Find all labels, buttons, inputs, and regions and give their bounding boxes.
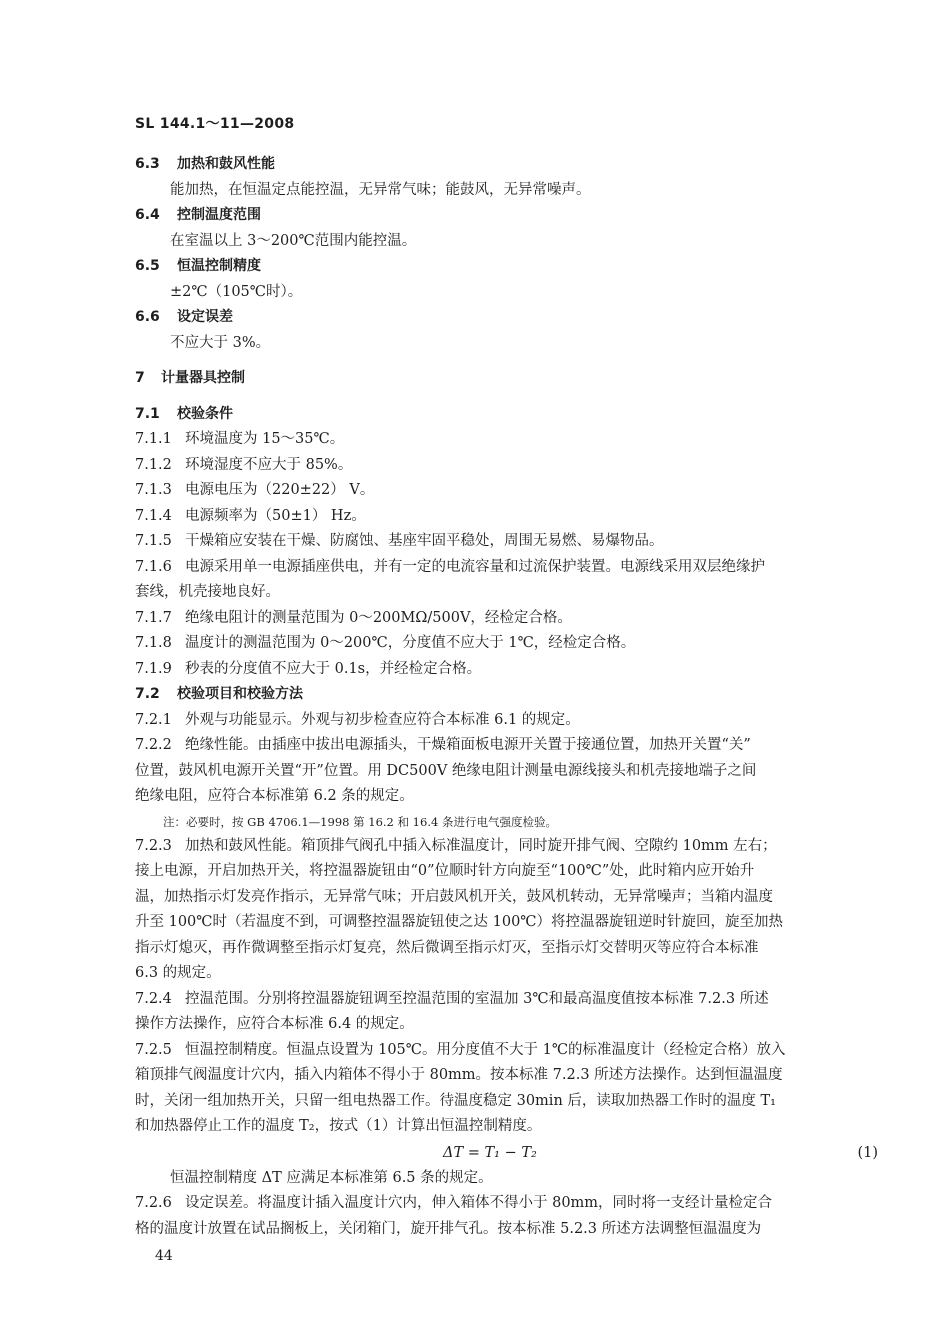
section-number: 6.5 — [135, 258, 160, 274]
clause-number: 7.2.5 — [135, 1041, 172, 1058]
section-title: 校验项目和校验方法 — [177, 686, 303, 702]
clause-7-1-4 — [135, 504, 878, 530]
section-number: 6.4 — [135, 207, 160, 223]
section-6-6-text: 不应大于 3%。 — [170, 334, 271, 351]
clause-7-2-1 — [135, 708, 878, 734]
clause-7-1-3 — [135, 478, 878, 504]
formula-1 — [135, 1140, 878, 1166]
section-7-heading — [135, 366, 878, 392]
clause-number: 7.1.8 — [135, 635, 172, 651]
section-number: 6.3 — [135, 156, 160, 172]
clause-number: 7.2.2 — [135, 737, 172, 753]
clause-7-1-6 — [135, 555, 878, 581]
clause-number: 7.2.1 — [135, 711, 172, 728]
clause-text-line: 和加热器停止工作的温度 T₂，按式（1）计算出恒温控制精度。 — [135, 1118, 542, 1134]
clause-text: 电源频率为（50±1） Hz。 — [185, 507, 366, 524]
clause-text: 环境温度为 15～35℃。 — [185, 431, 345, 447]
section-6-3-text: 能加热，在恒温定点能控温，无异常气味；能鼓风，无异常噪声。 — [170, 181, 591, 198]
clause-text: 电源电压为（220±22） V。 — [185, 482, 375, 498]
page-number: 44 — [155, 1248, 173, 1264]
section-7-1-heading — [135, 402, 878, 428]
section-6-6-heading — [135, 305, 878, 331]
section-title: 校验条件 — [177, 405, 233, 422]
section-title: 设定误差 — [177, 309, 233, 325]
clause-7-1-5 — [135, 529, 878, 555]
standard-header: SL 144.1～11—2008 — [135, 116, 295, 132]
clause-note: 注：必要时，按 GB 4706.1—1998 第 16.2 和 16.4 条进行电气强度检验。 — [163, 814, 557, 829]
clause-text-line: 温，加热指示灯发亮作指示，无异常气味；开启鼓风机开关，鼓风机转动，无异常噪声；当箱内温度 — [135, 888, 773, 905]
clause-7-2-3 — [135, 834, 878, 860]
document-body — [135, 152, 878, 1242]
clause-text: 设定误差。将温度计插入温度计穴内，伸入箱体不得小于 80mm，同时将一支经计量检定合 — [185, 1195, 773, 1211]
clause-text-line: 恒温控制精度 ΔT 应满足本标准第 6.5 条的规定。 — [170, 1169, 493, 1186]
section-7-2-heading — [135, 682, 878, 708]
clause-text-line: 箱顶排气阀温度计穴内，插入内箱体不得小于 80mm。按本标准 7.2.3 所述方法操作。达到恒温温度 — [135, 1067, 783, 1083]
clause-text: 温度计的测温范围为 0～200℃，分度值不应大于 1℃，经检定合格。 — [185, 635, 636, 651]
clause-number: 7.2.4 — [135, 990, 172, 1007]
section-6-3-heading — [135, 152, 878, 178]
section-6-5-heading — [135, 254, 878, 280]
section-6-5-text: ±2℃（105℃时）。 — [170, 283, 303, 300]
clause-number: 7.1.2 — [135, 456, 172, 473]
clause-text-line: 时，关闭一组加热开关，只留一组电热器工作。待温度稳定 30min 后，读取加热器工作时的温度 T₁ — [135, 1092, 776, 1109]
section-title: 加热和鼓风性能 — [177, 156, 275, 172]
clause-text-line: 位置，鼓风机电源开关置“开”位置。用 DC500V 绝缘电阻计测量电源线接头和机壳接地端子之间 — [135, 762, 757, 779]
section-title: 计量器具控制 — [161, 370, 245, 386]
clause-number: 7.2.6 — [135, 1195, 172, 1211]
clause-text: 加热和鼓风性能。箱顶排气阀孔中插入标准温度计，同时旋开排气阀、空隙约 10mm 左右； — [185, 837, 777, 854]
clause-7-2-6 — [135, 1191, 878, 1217]
section-6-4-text: 在室温以上 3～200℃范围内能控温。 — [170, 232, 417, 249]
clause-text-line: 指示灯熄灭，再作微调整至指示灯复亮，然后微调至指示灯灭，至指示灯交替明灭等应符合本标准 — [135, 939, 759, 956]
clause-7-1-2 — [135, 453, 878, 479]
clause-text: 电源采用单一电源插座供电，并有一定的电流容量和过流保护装置。电源线采用双层绝缘护 — [185, 558, 765, 575]
clause-text-line: 升至 100℃时（若温度不到，可调整控温器旋钮使之达 100℃）将控温器旋钮逆时针旋回，旋至加热 — [135, 914, 784, 930]
formula-expression: ΔT = T₁ − T₂ — [443, 1144, 537, 1161]
clause-7-1-9 — [135, 657, 878, 683]
clause-text: 绝缘性能。由插座中拔出电源插头，干燥箱面板电源开关置于接通位置，加热开关置“关” — [185, 737, 751, 753]
clause-7-2-2 — [135, 733, 878, 759]
section-number: 6.6 — [135, 309, 160, 325]
section-6-4-heading — [135, 203, 878, 229]
clause-7-1-1 — [135, 427, 878, 453]
section-number: 7 — [135, 370, 145, 386]
clause-text-line: 操作方法操作，应符合本标准 6.4 的规定。 — [135, 1016, 414, 1032]
section-number: 7.1 — [135, 405, 160, 422]
clause-text-line: 6.3 的规定。 — [135, 965, 221, 981]
clause-text-line: 绝缘电阻，应符合本标准第 6.2 条的规定。 — [135, 788, 414, 804]
formula-number: (1) — [857, 1144, 878, 1161]
clause-text: 干燥箱应安装在干燥、防腐蚀、基座牢固平稳处，周围无易燃、易爆物品。 — [185, 533, 664, 549]
clause-text: 秒表的分度值不应大于 0.1s，并经检定合格。 — [185, 660, 482, 677]
clause-number: 7.1.1 — [135, 431, 172, 447]
clause-text: 环境湿度不应大于 85%。 — [185, 456, 353, 473]
clause-text-line: 格的温度计放置在试品搁板上，关闭箱门，旋开排气孔。按本标准 5.2.3 所述方法调整恒温温度为 — [135, 1220, 762, 1237]
clause-number: 7.2.3 — [135, 837, 172, 854]
clause-number: 7.1.4 — [135, 507, 172, 524]
section-number: 7.2 — [135, 686, 160, 702]
clause-7-1-6-cont: 套线，机壳接地良好。 — [135, 584, 280, 600]
clause-number: 7.1.5 — [135, 533, 172, 549]
clause-text: 恒温控制精度。恒温点设置为 105℃。用分度值不大于 1℃的标准温度计（经检定合格）放入 — [185, 1041, 786, 1058]
clause-number: 7.1.9 — [135, 660, 172, 677]
clause-number: 7.1.7 — [135, 609, 172, 626]
clause-7-2-4 — [135, 987, 878, 1013]
clause-text: 绝缘电阻计的测量范围为 0～200MΩ/500V，经检定合格。 — [185, 609, 572, 626]
clause-7-1-8 — [135, 631, 878, 657]
section-title: 控制温度范围 — [177, 207, 261, 223]
clause-text: 外观与功能显示。外观与初步检查应符合本标准 6.1 的规定。 — [185, 711, 580, 728]
clause-7-2-5 — [135, 1038, 878, 1064]
clause-text: 控温范围。分别将控温器旋钮调至控温范围的室温加 3℃和最高温度值按本标准 7.2.3 所述 — [185, 990, 769, 1007]
section-title: 恒温控制精度 — [177, 258, 261, 274]
clause-7-1-7 — [135, 606, 878, 632]
clause-number: 7.1.3 — [135, 482, 172, 498]
clause-number: 7.1.6 — [135, 558, 172, 575]
clause-text-line: 接上电源，开启加热开关，将控温器旋钮由“0”位顺时针方向旋至“100℃”处，此时箱内应开始升 — [135, 863, 755, 879]
